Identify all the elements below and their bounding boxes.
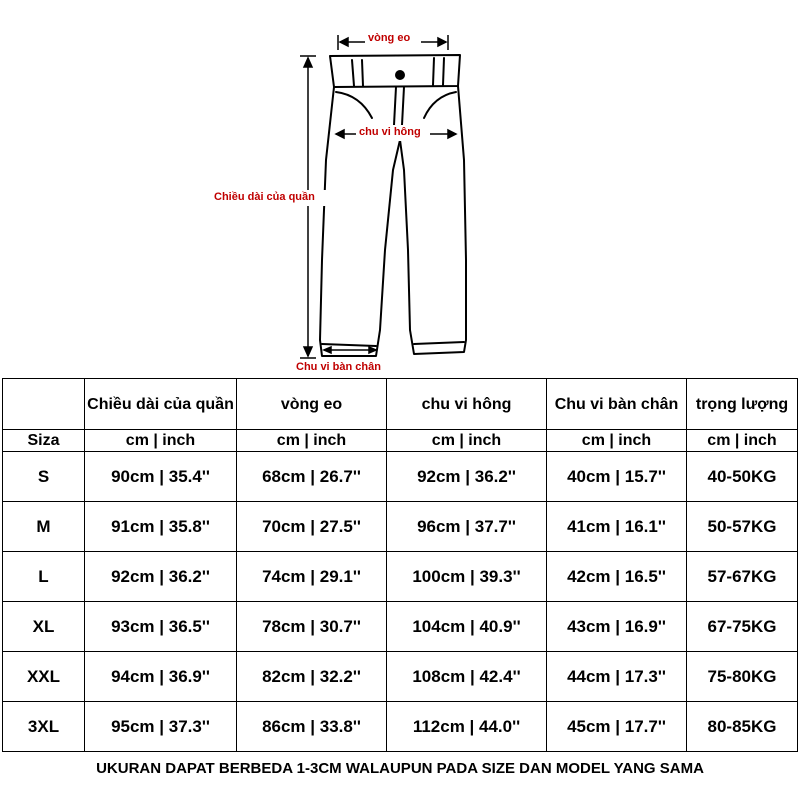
header-cell-weight: trọng lượng (687, 379, 798, 430)
table-cell: 67-75KG (687, 602, 798, 652)
size-cell: XXL (3, 652, 85, 702)
table-cell: 92cm | 36.2'' (387, 452, 547, 502)
left-pocket (336, 92, 372, 118)
table-row (3, 702, 798, 752)
table-row (3, 452, 798, 502)
table-cell: 80-85KG (687, 702, 798, 752)
footnote: UKURAN DAPAT BERBEDA 1-3CM WALAUPUN PADA SIZE DAN MODEL YANG SAMA (96, 760, 704, 777)
size-cell: 3XL (3, 702, 85, 752)
length-label: Chiều dài của quần (214, 191, 315, 203)
table-cell: 74cm | 29.1'' (237, 552, 387, 602)
waist-label: vòng eo (368, 32, 411, 44)
units-cell: Siza (3, 430, 85, 452)
table-cell: 92cm | 36.2'' (85, 552, 237, 602)
table-cell: 108cm | 42.4'' (387, 652, 547, 702)
table-cell: 41cm | 16.1'' (547, 502, 687, 552)
table-cell: 104cm | 40.9'' (387, 602, 547, 652)
right-hem (414, 342, 464, 344)
table-cell: 82cm | 32.2'' (237, 652, 387, 702)
table-cell: 90cm | 35.4'' (85, 452, 237, 502)
table-cell: 94cm | 36.9'' (85, 652, 237, 702)
table-cell: 57-67KG (687, 552, 798, 602)
header-cell-hip: chu vi hông (387, 379, 547, 430)
units-cell: cm | inch (85, 430, 237, 452)
header-cell (3, 379, 85, 430)
size-cell: L (3, 552, 85, 602)
table-cell: 93cm | 36.5'' (85, 602, 237, 652)
table-cell: 45cm | 17.7'' (547, 702, 687, 752)
header-cell-waist: vòng eo (237, 379, 387, 430)
table-cell: 68cm | 26.7'' (237, 452, 387, 502)
right-pocket (424, 92, 456, 118)
table-cell: 78cm | 30.7'' (237, 602, 387, 652)
size-cell: XL (3, 602, 85, 652)
table-cell: 112cm | 44.0'' (387, 702, 547, 752)
pants-drawing (0, 0, 800, 378)
table-cell: 42cm | 16.5'' (547, 552, 687, 602)
table-units-row (3, 430, 798, 452)
units-cell: cm | inch (237, 430, 387, 452)
table-cell: 91cm | 35.8'' (85, 502, 237, 552)
header-cell-length: Chiều dài của quần (85, 379, 237, 430)
table-row (3, 552, 798, 602)
table-cell: 100cm | 39.3'' (387, 552, 547, 602)
units-cell: cm | inch (387, 430, 547, 452)
header-cell-hem: Chu vi bàn chân (547, 379, 687, 430)
size-cell: S (3, 452, 85, 502)
hem-label: Chu vi bàn chân (296, 361, 381, 373)
table-row (3, 602, 798, 652)
belt-loop (352, 60, 354, 86)
waistband (330, 55, 460, 87)
size-chart-table (2, 378, 798, 752)
table-row (3, 502, 798, 552)
hip-label: chu vi hông (359, 126, 421, 138)
fly (394, 87, 404, 129)
units-cell: cm | inch (547, 430, 687, 452)
table-cell: 43cm | 16.9'' (547, 602, 687, 652)
table-cell: 40cm | 15.7'' (547, 452, 687, 502)
pants-diagram (0, 0, 800, 378)
left-hem (322, 344, 376, 346)
table-cell: 95cm | 37.3'' (85, 702, 237, 752)
table-header-row (3, 379, 798, 430)
table-row (3, 652, 798, 702)
size-cell: M (3, 502, 85, 552)
button (396, 71, 404, 79)
table-cell: 75-80KG (687, 652, 798, 702)
table-cell: 40-50KG (687, 452, 798, 502)
table-cell: 50-57KG (687, 502, 798, 552)
table-cell: 70cm | 27.5'' (237, 502, 387, 552)
table-cell: 44cm | 17.3'' (547, 652, 687, 702)
table-cell: 86cm | 33.8'' (237, 702, 387, 752)
units-cell: cm | inch (687, 430, 798, 452)
table-cell: 96cm | 37.7'' (387, 502, 547, 552)
